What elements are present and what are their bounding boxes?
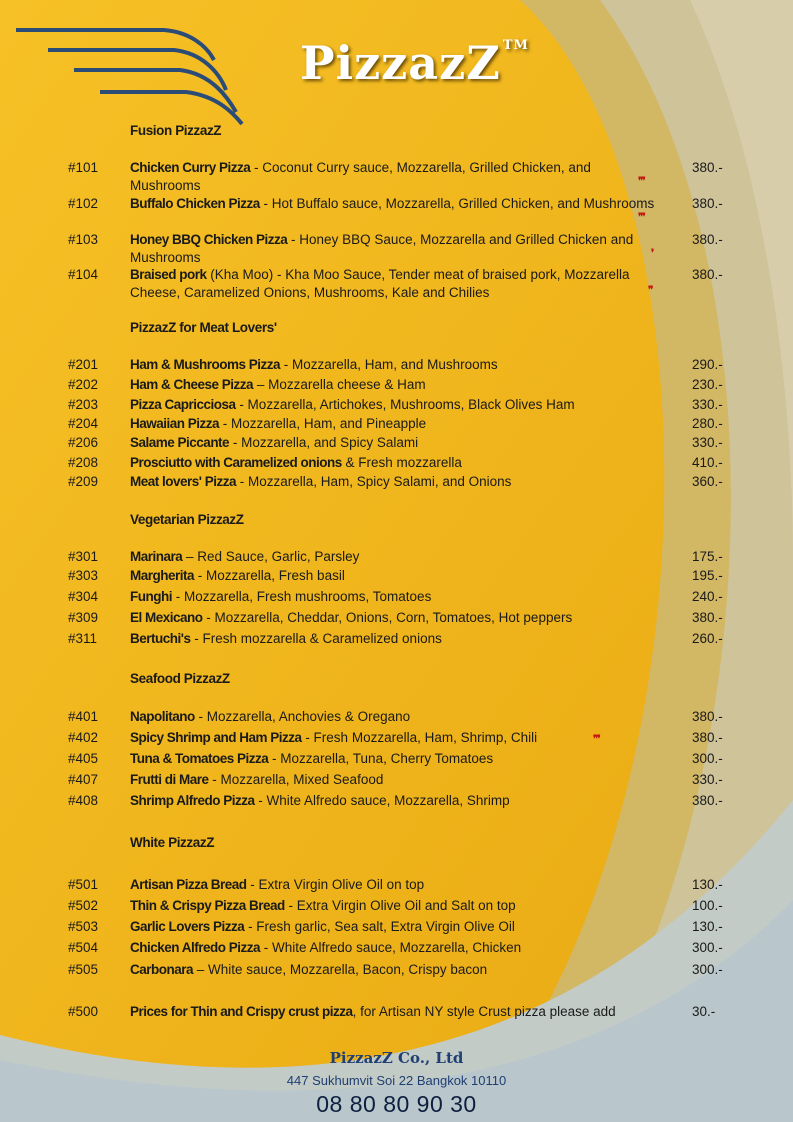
chili-spice-icon: ❜❜❜ xyxy=(638,212,645,223)
item-code: #500 xyxy=(68,1004,99,1019)
item-name: Honey BBQ Chicken Pizza xyxy=(130,232,288,247)
item-description xyxy=(130,897,660,915)
item-price: 240.- xyxy=(692,589,723,604)
item-description xyxy=(130,876,660,894)
item-price: 360.- xyxy=(692,474,723,489)
item-code: #303 xyxy=(68,568,99,583)
item-name: Margherita xyxy=(130,568,195,583)
item-name: Prices for Thin and Crispy crust pizza xyxy=(130,1004,353,1019)
item-name: Prosciutto with Caramelized onions xyxy=(130,455,342,470)
item-description xyxy=(130,266,660,302)
item-details: - Extra Virgin Olive Oil on top xyxy=(246,877,425,892)
section-white: White PizzazZ xyxy=(130,835,215,850)
item-price: 330.- xyxy=(692,435,723,450)
item-code: #301 xyxy=(68,549,99,564)
chili-spice-icon: ❜❜❜ xyxy=(593,734,600,745)
item-price: 30.- xyxy=(692,1004,716,1019)
item-details: - Extra Virgin Olive Oil and Salt on top xyxy=(284,898,516,913)
item-price: 380.- xyxy=(692,196,723,211)
item-description xyxy=(130,231,660,267)
chili-spice-icon: ❜ xyxy=(651,248,654,259)
item-description xyxy=(130,195,660,213)
item-description xyxy=(130,454,660,472)
item-code: #104 xyxy=(68,267,99,282)
item-description xyxy=(130,567,660,585)
item-name: Salame Piccante xyxy=(130,435,230,450)
item-details: – Mozzarella cheese & Ham xyxy=(253,377,426,392)
item-details: - Mozzarella, Artichokes, Mushrooms, Black Olives Ham xyxy=(235,397,575,412)
item-description xyxy=(130,548,660,566)
company-phone: 08 80 80 90 30 xyxy=(316,1091,477,1117)
item-code: #201 xyxy=(68,357,99,372)
item-details: - Fresh mozzarella & Caramelized onions xyxy=(190,631,442,646)
item-price: 195.- xyxy=(692,568,723,583)
section-meat-lovers: PizzazZ for Meat Lovers' xyxy=(130,320,277,335)
item-name: Carbonara xyxy=(130,962,194,977)
item-name: Shrimp Alfredo Pizza xyxy=(130,793,255,808)
section-fusion: Fusion PizzazZ xyxy=(130,123,222,138)
item-price: 380.- xyxy=(692,730,723,745)
item-code: #504 xyxy=(68,940,99,955)
item-details: - Mozzarella, Mixed Seafood xyxy=(208,772,384,787)
item-code: #501 xyxy=(68,877,99,892)
item-details: , for Artisan NY style Crust pizza please add xyxy=(352,1004,616,1019)
item-code: #102 xyxy=(68,196,99,211)
chili-spice-icon: ❜❜ xyxy=(648,285,653,296)
item-details: - White Alfredo sauce, Mozzarella, Chicken xyxy=(260,940,522,955)
item-name: Pizza Capricciosa xyxy=(130,397,236,412)
item-price: 175.- xyxy=(692,549,723,564)
item-name: Tuna & Tomatoes Pizza xyxy=(130,751,269,766)
item-details: - Fresh Mozzarella, Ham, Shrimp, Chili xyxy=(301,730,538,745)
item-code: #204 xyxy=(68,416,99,431)
item-details: & Fresh mozzarella xyxy=(341,455,462,470)
item-price: 330.- xyxy=(692,397,723,412)
item-code: #311 xyxy=(68,631,98,646)
item-description xyxy=(130,396,660,414)
item-description xyxy=(130,159,660,195)
brand-logo: PizzazZ ™ xyxy=(300,36,529,90)
item-name: Braised pork xyxy=(130,267,207,282)
item-price: 300.- xyxy=(692,940,723,955)
item-description xyxy=(130,708,660,726)
item-details: - Mozzarella, Fresh mushrooms, Tomatoes xyxy=(171,589,432,604)
item-name: Marinara xyxy=(130,549,183,564)
item-code: #208 xyxy=(68,455,99,470)
item-description xyxy=(130,356,660,374)
item-details: - Mozzarella, Ham, and Mushrooms xyxy=(280,357,498,372)
item-details: - Mozzarella, Anchovies & Oregano xyxy=(194,709,411,724)
item-name: Meat lovers' Pizza xyxy=(130,474,237,489)
item-price: 260.- xyxy=(692,631,723,646)
item-details: - Mozzarella, and Spicy Salami xyxy=(229,435,419,450)
section-vegetarian: Vegetarian PizzazZ xyxy=(130,512,244,527)
item-price: 330.- xyxy=(692,772,723,787)
item-name: Ham & Cheese Pizza xyxy=(130,377,254,392)
item-description xyxy=(130,1003,660,1021)
item-description xyxy=(130,961,660,979)
trademark-mark: TM xyxy=(502,38,529,53)
item-code: #405 xyxy=(68,751,99,766)
item-description xyxy=(130,630,660,648)
item-description xyxy=(130,771,660,789)
item-name: Ham & Mushrooms Pizza xyxy=(130,357,281,372)
item-details: – White sauce, Mozzarella, Bacon, Crispy bacon xyxy=(193,962,488,977)
item-code: #502 xyxy=(68,898,99,913)
wing-logo-graphic xyxy=(14,20,249,130)
item-description xyxy=(130,588,660,606)
item-description xyxy=(130,376,660,394)
item-description xyxy=(130,609,660,627)
item-price: 100.- xyxy=(692,898,723,913)
item-details: - Mozzarella, Ham, and Pineapple xyxy=(219,416,427,431)
item-price: 230.- xyxy=(692,377,723,392)
item-name: Bertuchi's xyxy=(130,631,191,646)
item-name: Artisan Pizza Bread xyxy=(130,877,247,892)
item-price: 380.- xyxy=(692,793,723,808)
item-name: Thin & Crispy Pizza Bread xyxy=(130,898,285,913)
item-code: #407 xyxy=(68,772,99,787)
item-price: 380.- xyxy=(692,267,723,282)
item-details: - White Alfredo sauce, Mozzarella, Shrimp xyxy=(254,793,510,808)
item-name: Garlic Lovers Pizza xyxy=(130,919,245,934)
item-details: - Coconut Curry sauce, Mozzarella, Grilled Chicken, and Mushrooms xyxy=(130,160,591,193)
item-price: 380.- xyxy=(692,232,723,247)
item-code: #304 xyxy=(68,589,99,604)
item-price: 380.- xyxy=(692,160,723,175)
item-details: - Mozzarella, Tuna, Cherry Tomatoes xyxy=(268,751,494,766)
item-code: #401 xyxy=(68,709,99,724)
company-address: 447 Sukhumvit Soi 22 Bangkok 10110 xyxy=(286,1073,507,1088)
item-price: 410.- xyxy=(692,455,723,470)
item-code: #202 xyxy=(68,377,99,392)
item-description xyxy=(130,434,660,452)
item-description xyxy=(130,918,660,936)
item-description xyxy=(130,792,660,810)
item-description xyxy=(130,473,660,491)
item-price: 130.- xyxy=(692,877,723,892)
item-name: Napolitano xyxy=(130,709,195,724)
item-description xyxy=(130,729,660,747)
item-description xyxy=(130,939,660,957)
item-price: 380.- xyxy=(692,709,723,724)
item-price: 380.- xyxy=(692,610,723,625)
item-name: Funghi xyxy=(130,589,172,604)
item-price: 300.- xyxy=(692,751,723,766)
item-code: #209 xyxy=(68,474,99,489)
section-seafood: Seafood PizzazZ xyxy=(130,671,230,686)
item-details: - Fresh garlic, Sea salt, Extra Virgin Olive Oil xyxy=(244,919,515,934)
item-code: #408 xyxy=(68,793,99,808)
item-details: - Hot Buffalo sauce, Mozzarella, Grilled Chicken, and Mushrooms xyxy=(259,196,655,211)
item-price: 280.- xyxy=(692,416,723,431)
item-description xyxy=(130,750,660,768)
chili-spice-icon: ❜❜❜ xyxy=(638,176,645,187)
item-name: Hawaiian Pizza xyxy=(130,416,220,431)
item-price: 290.- xyxy=(692,357,723,372)
item-details: - Honey BBQ Sauce, Mozzarella and Grilled Chicken and Mushrooms xyxy=(130,232,634,265)
item-code: #206 xyxy=(68,435,99,450)
item-description xyxy=(130,415,660,433)
item-details: - Mozzarella, Fresh basil xyxy=(194,568,345,583)
item-code: #505 xyxy=(68,962,99,977)
item-name: Chicken Alfredo Pizza xyxy=(130,940,261,955)
item-code: #503 xyxy=(68,919,99,934)
item-code: #309 xyxy=(68,610,99,625)
item-code: #203 xyxy=(68,397,99,412)
item-name: Frutti di Mare xyxy=(130,772,209,787)
item-details: - Mozzarella, Cheddar, Onions, Corn, Tomatoes, Hot peppers xyxy=(202,610,573,625)
item-details: – Red Sauce, Garlic, Parsley xyxy=(182,549,360,564)
item-code: #402 xyxy=(68,730,99,745)
item-name: El Mexicano xyxy=(130,610,203,625)
item-details: (Kha Moo) - Kha Moo Sauce, Tender meat of braised pork, Mozzarella Cheese, Caramelized Onions, Mushrooms, Kale and Chilies xyxy=(130,267,630,300)
item-name: Chicken Curry Pizza xyxy=(130,160,251,175)
item-price: 130.- xyxy=(692,919,723,934)
company-name: PizzazZ Co., Ltd xyxy=(329,1049,464,1067)
item-name: Spicy Shrimp and Ham Pizza xyxy=(130,730,302,745)
item-code: #101 xyxy=(68,160,99,175)
item-price: 300.- xyxy=(692,962,723,977)
item-details: - Mozzarella, Ham, Spicy Salami, and Onions xyxy=(236,474,512,489)
item-name: Buffalo Chicken Pizza xyxy=(130,196,260,211)
item-code: #103 xyxy=(68,232,99,247)
